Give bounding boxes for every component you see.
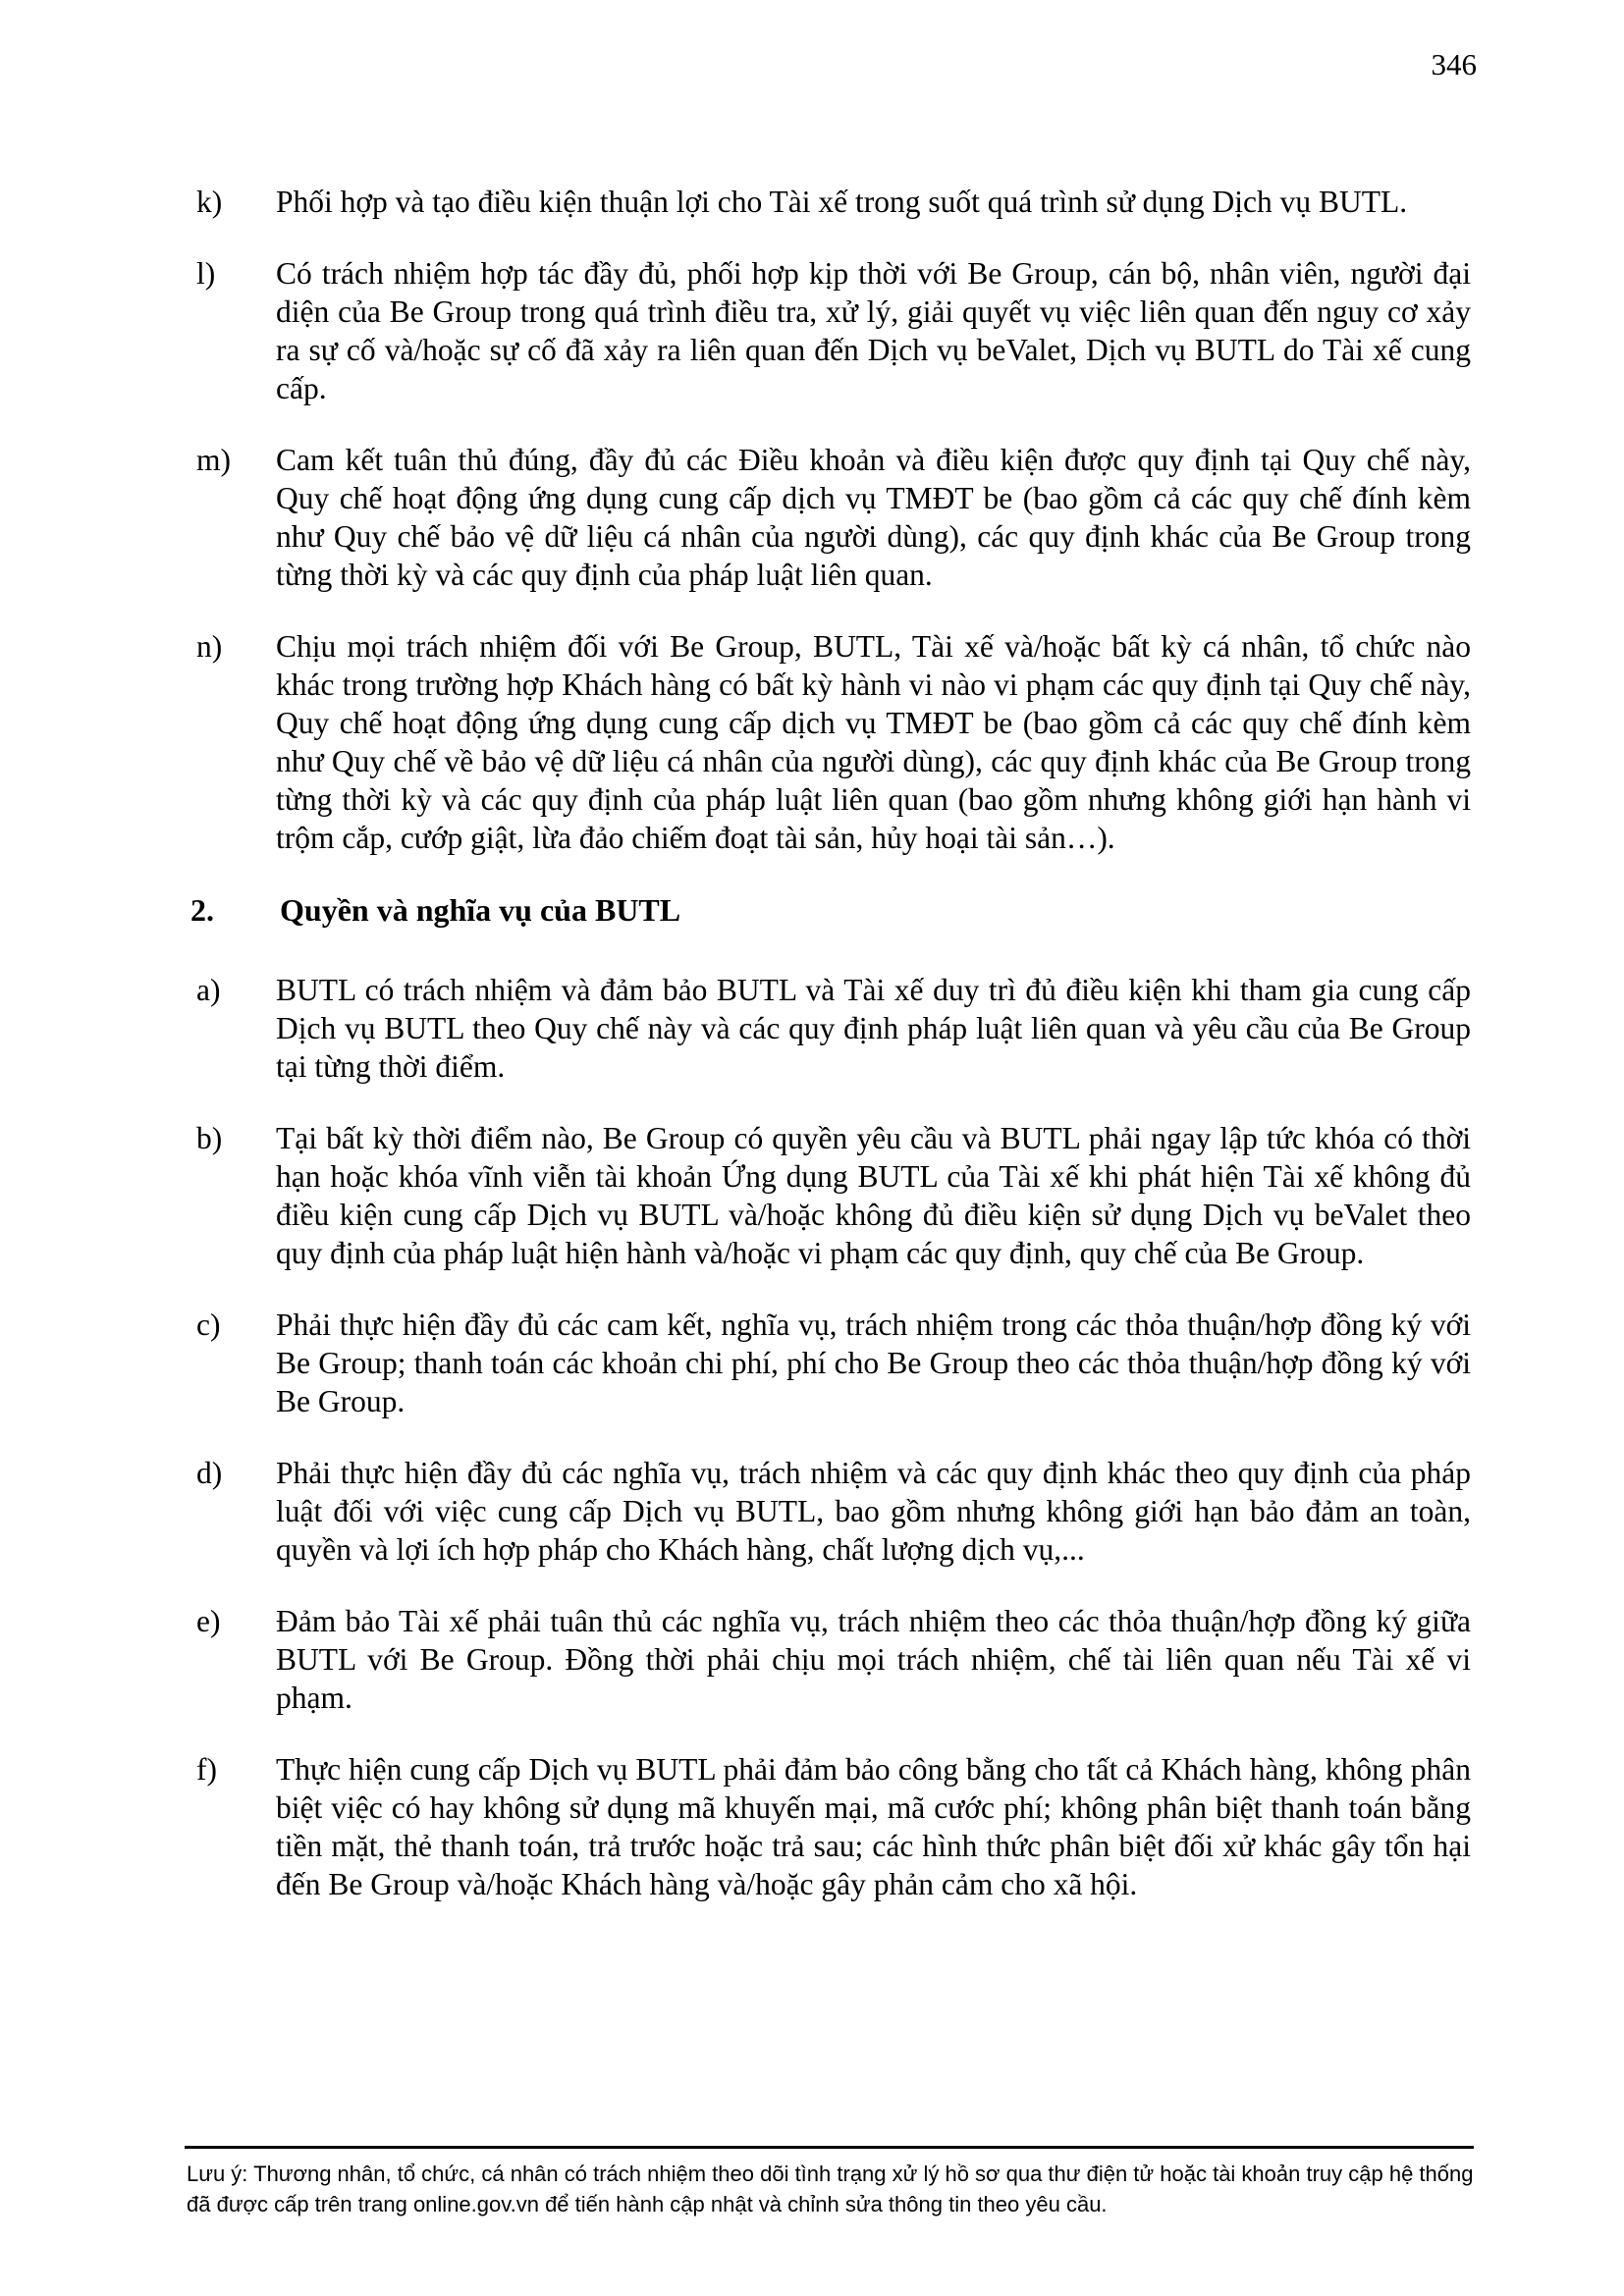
footer-note: Lưu ý: Thương nhân, tổ chức, cá nhân có trách nhiệm theo dõi tình trạng xử lý hồ sơ qua thư điện tử hoặc tài khoản truy cập hệ thống đã được cấp trên trang online.gov.vn để tiến hành cập nhật và chỉnh sửa thông tin theo yêu cầu.	[187, 2162, 1474, 2216]
list-item	[196, 1750, 1471, 1903]
list-item	[196, 254, 1471, 407]
section-heading	[190, 890, 1471, 930]
list-item-label: c)	[196, 1308, 221, 1342]
list-item-text: Phải thực hiện đầy đủ các cam kết, nghĩa vụ, trách nhiệm trong các thỏa thuận/hợp đồng ký với Be Group; thanh toán các khoản chi phí, phí cho Be Group theo các thỏa thuận/hợp đồng ký với Be Group.	[276, 1308, 1471, 1418]
list-item-label: f)	[196, 1752, 217, 1787]
document-body	[190, 183, 1471, 1937]
list-item-label: m)	[196, 443, 231, 477]
list-item-text: Có trách nhiệm hợp tác đầy đủ, phối hợp kịp thời với Be Group, cán bộ, nhân viên, người đại diện của Be Group trong quá trình điều tra, xử lý, giải quyết vụ việc liên quan đến nguy cơ xảy ra sự cố và/hoặc sự cố đã xảy ra liên quan đến Dịch vụ beValet, Dịch vụ BUTL do Tài xế cung cấp.	[276, 256, 1471, 405]
list-item	[196, 971, 1471, 1086]
list-item-text: Cam kết tuân thủ đúng, đầy đủ các Điều khoản và điều kiện được quy định tại Quy chế này, Quy chế hoạt động ứng dụng cung cấp dịch vụ TMĐT be (bao gồm cả các quy chế đính kèm như Quy chế bảo vệ dữ liệu cá nhân của người dùng), các quy định khác của Be Group trong từng thời kỳ và các quy định của pháp luật liên quan.	[276, 443, 1471, 592]
list-item-text: Phải thực hiện đầy đủ các nghĩa vụ, trách nhiệm và các quy định khác theo quy định của pháp luật đối với việc cung cấp Dịch vụ BUTL, bao gồm nhưng không giới hạn bảo đảm an toàn, quyền và lợi ích hợp pháp cho Khách hàng, chất lượng dịch vụ,...	[276, 1456, 1471, 1567]
list-item	[196, 183, 1471, 221]
page-number: 346	[1431, 47, 1477, 81]
list-item	[196, 1454, 1471, 1569]
list-item	[196, 627, 1471, 857]
list-item-text: BUTL có trách nhiệm và đảm bảo BUTL và Tài xế duy trì đủ điều kiện khi tham gia cung cấp Dịch vụ BUTL theo Quy chế này và các quy định pháp luật liên quan và yêu cầu của Be Group tại từng thời điểm.	[276, 973, 1471, 1084]
list-item-text: Chịu mọi trách nhiệm đối với Be Group, BUTL, Tài xế và/hoặc bất kỳ cá nhân, tổ chức nào khác trong trường hợp Khách hàng có bất kỳ hành vi nào vi phạm các quy định tại Quy chế này, Quy chế hoạt động ứng dụng cung cấp dịch vụ TMĐT be (bao gồm cả các quy chế đính kèm như Quy chế về bảo vệ dữ liệu cá nhân của người dùng), các quy định khác của Be Group trong từng thời kỳ và các quy định của pháp luật liên quan (bao gồm nhưng không giới hạn hành vi trộm cắp, cướp giật, lừa đảo chiếm đoạt tài sản, hủy hoại tài sản…).	[276, 629, 1471, 855]
list-item-label: e)	[196, 1604, 221, 1638]
footer-divider	[185, 2146, 1474, 2149]
list-item-label: a)	[196, 973, 221, 1007]
list-item-text: Tại bất kỳ thời điểm nào, Be Group có quyền yêu cầu và BUTL phải ngay lập tức khóa có thời hạn hoặc khóa vĩnh viễn tài khoản Ứng dụng BUTL của Tài xế khi phát hiện Tài xế không đủ điều kiện cung cấp Dịch vụ BUTL và/hoặc không đủ điều kiện sử dụng Dịch vụ beValet theo quy định của pháp luật hiện hành và/hoặc vi phạm các quy định, quy chế của Be Group.	[276, 1121, 1471, 1270]
list-item	[196, 1119, 1471, 1272]
list-item-label: l)	[196, 256, 216, 291]
list-item	[196, 1306, 1471, 1420]
section-title: Quyền và nghĩa vụ của BUTL	[280, 892, 681, 928]
section-number: 2.	[190, 892, 214, 928]
list-item-text: Thực hiện cung cấp Dịch vụ BUTL phải đảm bảo công bằng cho tất cả Khách hàng, không phân biệt việc có hay không sử dụng mã khuyến mại, mã cước phí; không phân biệt thanh toán bằng tiền mặt, thẻ thanh toán, trả trước hoặc trả sau; các hình thức phân biệt đối xử khác gây tổn hại đến Be Group và/hoặc Khách hàng và/hoặc gây phản cảm cho xã hội.	[276, 1752, 1471, 1901]
list-item-label: k)	[196, 185, 223, 219]
list-item-label: n)	[196, 629, 223, 664]
list-item	[196, 1602, 1471, 1717]
list-item-label: b)	[196, 1121, 223, 1155]
list-item-text: Đảm bảo Tài xế phải tuân thủ các nghĩa vụ, trách nhiệm theo các thỏa thuận/hợp đồng ký giữa BUTL với Be Group. Đồng thời phải chịu mọi trách nhiệm, chế tài liên quan nếu Tài xế vi phạm.	[276, 1604, 1471, 1715]
list-item	[196, 441, 1471, 594]
list-item-label: d)	[196, 1456, 223, 1490]
list-item-text: Phối hợp và tạo điều kiện thuận lợi cho Tài xế trong suốt quá trình sử dụng Dịch vụ BUTL.	[276, 185, 1408, 219]
